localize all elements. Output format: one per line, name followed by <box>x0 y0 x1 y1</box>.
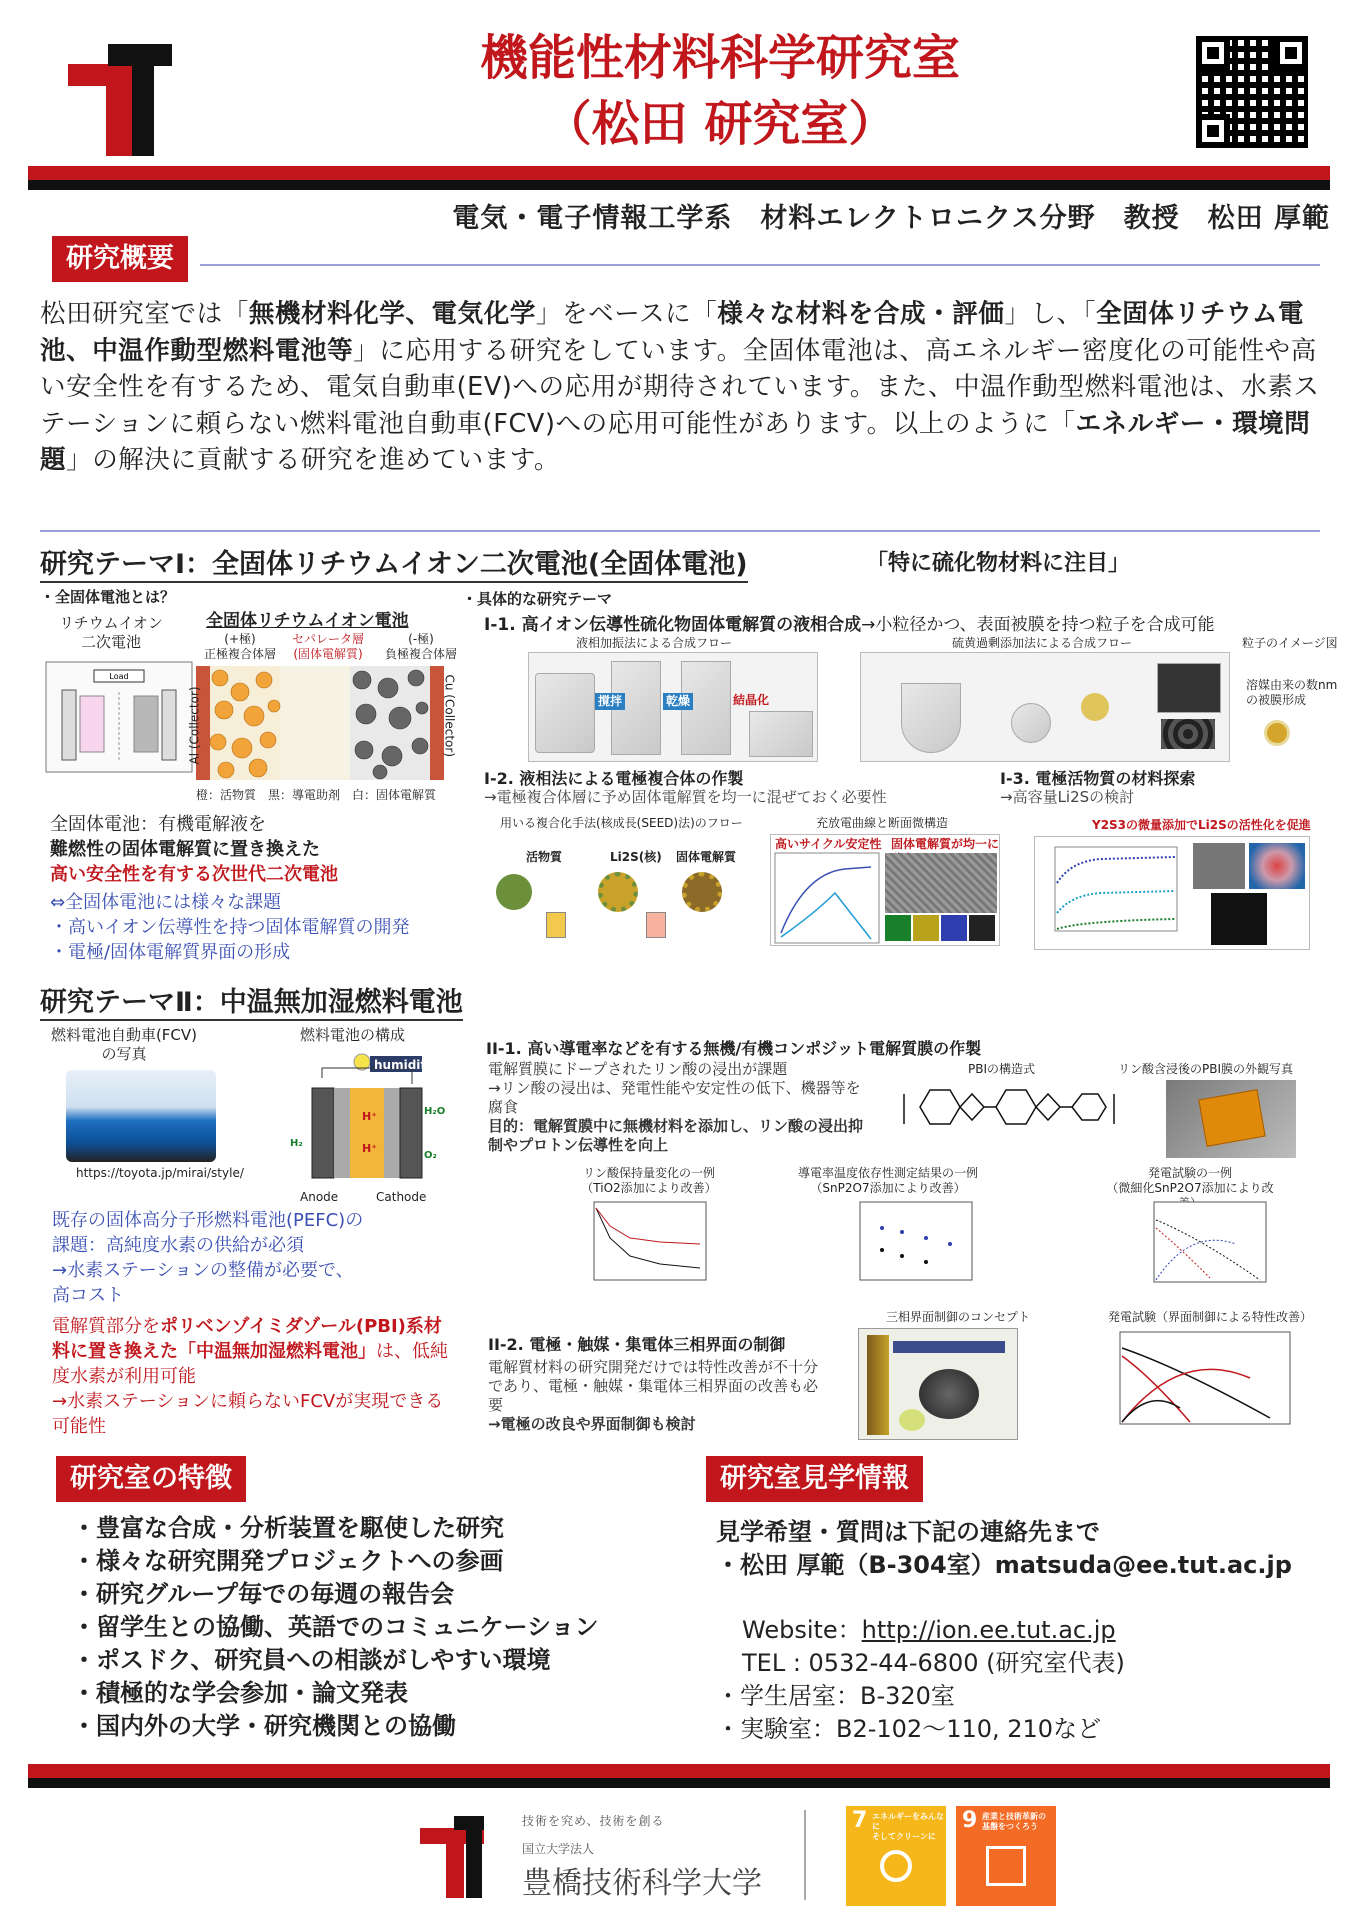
phosphoric-retention-graph <box>580 1198 710 1294</box>
theme1-heading: 研究テーマⅠ：全固体リチウムイオン二次電池(全固体電池) <box>40 542 748 583</box>
asslib-title: 全固体リチウムイオン電池 <box>206 611 409 631</box>
theme-i1-heading: I-1. 高イオン伝導性硫化物固体電解質の液相合成→小粒径かつ、表面被膜を持つ粒子を合成可能 <box>484 615 1215 635</box>
fcv-source-url[interactable]: https://toyota.jp/mirai/style/ <box>76 1166 244 1180</box>
triple-phase-label: 三相界面制御のコンセプト <box>886 1310 1031 1324</box>
asslib-desc-1: 全固体電池：有機電解液を <box>50 814 266 835</box>
fc-structure-label: 燃料電池の構成 <box>300 1026 406 1044</box>
feature-item: ・積極的な学会参加・論文発表 <box>72 1679 408 1707</box>
specific-themes-label: ・具体的な研究テーマ <box>462 590 613 608</box>
issue-2: ・高いイオン伝導性を持つ固体電解質の開発 <box>50 917 410 938</box>
section-label-features: 研究室の特徴 <box>56 1456 246 1502</box>
page-title: 機能性材料科学研究室 <box>479 30 960 86</box>
footer-rule-red <box>28 1764 1330 1778</box>
feature-item: ・豊富な合成・分析装置を駆使した研究 <box>72 1514 504 1542</box>
lab-room-line: ・実験室：B2-102～110, 210など <box>716 1715 1102 1743</box>
footer-university-logo <box>420 1816 484 1898</box>
pefc-desc-1: 既存の固体高分子形燃料電池(PEFC)の <box>52 1210 364 1231</box>
pbi-photo-label: リン酸含浸後のPBI膜の外観写真 <box>1118 1062 1294 1076</box>
asslib-desc-3: 高い安全性を有する次世代二次電池 <box>50 864 338 885</box>
theme-i2-heading: I-2. 液相法による電極複合体の作製 <box>484 769 744 788</box>
features-list <box>72 1512 599 1743</box>
theme1-note: 「特に硫化物材料に注目」 <box>866 551 1131 576</box>
seed-method-figure: 活物質 Li2S(核) 固体電解質 <box>486 834 752 946</box>
svg-text:Load: Load <box>109 672 129 681</box>
asslib-desc-2: 難燃性の固体電解質に置き換えた <box>50 839 320 860</box>
theme-ii1-heading: II-1. 高い導電率などを有する無機/有機コンポジット電解質膜の作製 <box>486 1039 982 1058</box>
sun-icon <box>880 1850 912 1882</box>
sulfur-excess-flow-figure <box>860 652 1230 762</box>
theme1-question: ・全固体電池とは？ <box>40 588 176 606</box>
li2s-capacity-figure <box>1034 836 1310 950</box>
university-logo <box>68 44 154 156</box>
conductivity-temperature-graph <box>846 1198 976 1294</box>
particle-film-label: 溶媒由来の数nm の被膜形成 <box>1246 678 1338 707</box>
svg-text:H₂: H₂ <box>290 1138 303 1149</box>
fcv-car-photo <box>66 1070 216 1162</box>
collector-cu-label: Cu (Collector) <box>442 674 457 758</box>
particle-image <box>1264 720 1290 746</box>
structure-legend: 橙：活物質 黒：導電助剤 白：固体電解質 <box>196 788 437 802</box>
liquid-synthesis-flow-figure: 撹拌 乾燥 結晶化 <box>528 652 818 762</box>
cathode-label: Cathode <box>376 1190 427 1204</box>
sep-layer-label: セパレータ層 (固体電解質) <box>291 632 364 661</box>
flow2-label: 硫黄過剰添加法による合成フロー <box>952 636 1133 650</box>
footer-corp: 国立大学法人 <box>522 1842 595 1856</box>
section-label-visit: 研究室見学情報 <box>706 1456 923 1502</box>
tel-line: TEL : 0532-44-6800 (研究室代表) <box>742 1649 1125 1677</box>
theme-ii2-heading: II-2. 電極・触媒・集電体三相界面の制御 <box>488 1335 786 1354</box>
charge-discharge-figure: 高いサイクル安定性 固体電解質が均一に <box>770 834 1000 946</box>
theme-i3-note: Y2S3の微量添加でLi2Sの活性化を促進 <box>1092 818 1311 832</box>
feature-item: ・国内外の大学・研究機関との協働 <box>72 1712 456 1740</box>
website-line: Website：http://ion.ee.tut.ac.jp <box>742 1616 1116 1644</box>
overview-text: 松田研究室では「無機材料化学、電気化学」をベースに「様々な材料を合成・評価」し、「全固体リチウム電池、中温作動型燃料電池等」に応用する研究をしています。全固体電池は、高エネルギー密度化の可能性や高い安全性を有するため、電気自動車(EV)への応用が期待されています。また、中温作動型燃料電池は、水素ステーションに頼らない燃料電池自動車(FCV)への応用可能性があります。以上のように「エネルギー・環境問題」の解決に貢献する研究を進めています。 <box>40 299 1320 475</box>
pbi-membrane-photo <box>1166 1080 1296 1158</box>
student-room-line: ・学生居室：B-320室 <box>716 1682 955 1710</box>
charge-curve-label: 充放電曲線と断面微構造 <box>816 816 949 830</box>
interface-power-graph <box>1100 1328 1308 1442</box>
flow3-label: 粒子のイメージ図 <box>1242 636 1338 650</box>
pefc-desc-3: →水素ステーションの整備が必要で、 <box>52 1260 354 1281</box>
issue-3: ・電極/固体電解質界面の形成 <box>50 942 291 963</box>
feature-item: ・ポスドク、研究員への相談がしやすい環境 <box>72 1646 551 1674</box>
graph1-label: リン酸保持量変化の一例 （TiO2添加により改善） <box>581 1166 717 1195</box>
cubes-icon <box>986 1846 1026 1886</box>
liion-cell-diagram <box>44 660 194 774</box>
theme-i3-heading: I-3. 電極活物質の材料探索 <box>1000 769 1196 788</box>
neg-layer-label: (-極) 負極複合体層 <box>384 632 457 661</box>
flow1-label: 液相加振法による合成フロー <box>576 636 733 650</box>
footer-motto: 技術を究め、技術を創る <box>522 1814 665 1828</box>
seed-flow-label: 用いる複合化手法(核成長(SEED)法)のフロー <box>500 816 743 830</box>
theme-ii2-desc: 電解質材料の研究開発だけでは特性改善が不十分であり、電極・触媒・集電体三相界面の改善も必要 →電極の改良や界面制御も検討 <box>488 1358 819 1433</box>
pbi-structure-formula <box>900 1080 1120 1134</box>
theme-i3-desc: →高容量Li2Sの検討 <box>1000 788 1135 806</box>
divider <box>40 530 1320 532</box>
graph2-label: 導電率温度依存性測定結果の一例 （SnP2O7添加により改善） <box>798 1166 979 1195</box>
page-subtitle: （松田 研究室） <box>543 96 897 152</box>
theme-ii1-desc: 電解質膜にドープされたリン酸の浸出が課題 →リン酸の浸出は、発電性能や安定性の低下、機器等を腐食 目的：電解質膜中に無機材料を添加し、リン酸の浸出抑制やプロトン伝導性を向上 <box>488 1060 864 1154</box>
footer-divider <box>804 1810 806 1900</box>
website-link[interactable]: http://ion.ee.tut.ac.jp <box>861 1616 1116 1644</box>
issue-1: ⇔全固体電池には様々な課題 <box>50 892 282 913</box>
power-generation-graph <box>1140 1198 1280 1298</box>
divider <box>200 264 1320 266</box>
section-label-overview: 研究概要 <box>52 236 188 282</box>
feature-item: ・研究グループ毎での毎週の報告会 <box>72 1580 455 1608</box>
footer-rule-black <box>28 1778 1330 1788</box>
svg-text:O₂: O₂ <box>424 1150 437 1161</box>
fcv-photo-label: 燃料電池自動車(FCV) の写真 <box>50 1026 198 1063</box>
theme2-heading: 研究テーマⅡ：中温無加湿燃料電池 <box>40 980 463 1021</box>
asslib-structure-diagram <box>196 666 444 780</box>
affiliation: 電気・電子情報工学系 材料エレクトロニクス分野 教授 松田 厚範 <box>452 203 1330 234</box>
anode-label: Anode <box>300 1190 339 1204</box>
qr-code[interactable] <box>1196 36 1308 148</box>
feature-item: ・様々な研究開発プロジェクトへの参画 <box>72 1547 504 1575</box>
graph3-label: 発電試験の一例 （微細化SnP2O7添加により改 <box>1106 1166 1274 1195</box>
feature-item: ・留学生との協働、英語でのコミュニケーション <box>72 1613 599 1641</box>
svg-text:H⁺: H⁺ <box>362 1110 378 1123</box>
sdg9-badge: 9 産業と技術革新の 基盤をつくろう <box>956 1806 1056 1906</box>
sdg7-badge: 7 エネルギーをみんなに そしてクリーンに <box>846 1806 946 1906</box>
svg-text:H⁺: H⁺ <box>362 1142 378 1155</box>
footer-univ-name: 豊橋技術科学大学 <box>522 1866 762 1901</box>
collector-al-label: Al (Collector) <box>187 686 202 765</box>
triple-phase-figure <box>858 1328 1018 1440</box>
header-rule-red <box>28 166 1330 180</box>
contact-email[interactable]: ・松田 厚範（B-304室）matsuda@ee.tut.ac.jp <box>716 1551 1292 1579</box>
pos-layer-label: (+極) 正極複合体層 <box>203 632 276 661</box>
liion-label: リチウムイオン 二次電池 <box>59 614 163 651</box>
pbi-desc: 電解質部分をポリベンゾイミダゾール(PBI)系材料に置き換えた「中温無加湿燃料電池」は、低純度水素が利用可能 →水素ステーションに頼らないFCVが実現できる可能性 <box>52 1316 448 1437</box>
pefc-desc-4: 高コスト <box>52 1285 124 1306</box>
visit-line-1: 見学希望・質問は下記の連絡先まで <box>716 1518 1100 1546</box>
pbi-structure-label: PBIの構造式 <box>968 1062 1036 1076</box>
humidifier-label: humidifier <box>374 1058 444 1072</box>
theme-i2-desc: →電極複合体層に予め固体電解質を均一に混ぜておく必要性 <box>484 788 887 806</box>
svg-text:H₂O: H₂O <box>424 1106 446 1117</box>
interface-gen-label: 発電試験（界面制御による特性改善） <box>1108 1310 1313 1324</box>
header-rule-black <box>28 180 1330 190</box>
pefc-desc-2: 課題：高純度水素の供給が必須 <box>52 1235 304 1256</box>
